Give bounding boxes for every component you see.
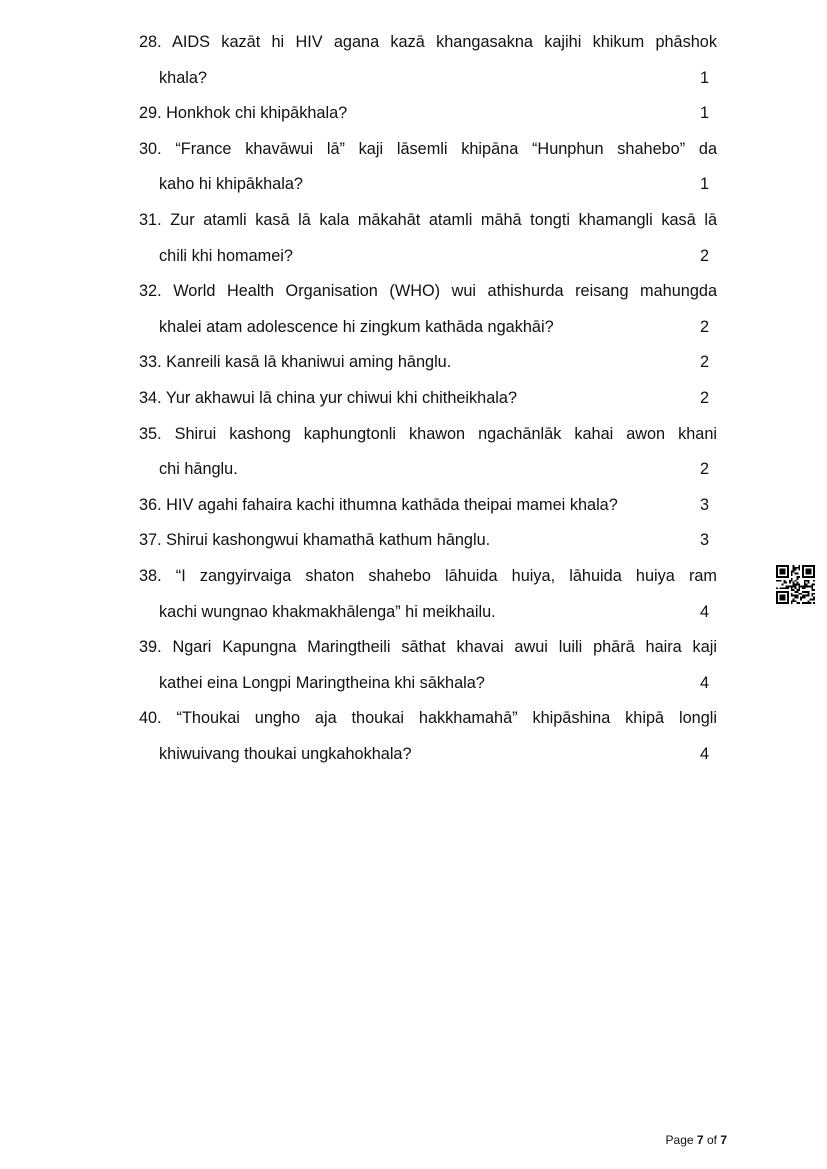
question-line-1: Zur atamli kasā lā kala mākahāt atamli māhā tongti khamangli kasā lā bbox=[170, 210, 717, 229]
question-line-1: HIV agahi fahaira kachi ithumna kathāda theipai mamei khala? bbox=[166, 495, 618, 514]
question-marks: 1 bbox=[699, 68, 709, 87]
page-footer bbox=[666, 1133, 727, 1147]
question-text bbox=[139, 31, 717, 53]
question-line-1: “I zangyirvaiga shaton shahebo lāhuida huiya, lāhuida huiya ram bbox=[175, 566, 717, 585]
question-text bbox=[139, 707, 717, 729]
page-of: of bbox=[706, 1133, 717, 1147]
question-item bbox=[139, 138, 717, 174]
question-number: 29. bbox=[139, 104, 162, 123]
question-marks: 2 bbox=[699, 353, 709, 372]
question-item bbox=[139, 351, 717, 387]
question-number: 33. bbox=[139, 353, 162, 372]
question-marks: 2 bbox=[699, 460, 709, 479]
question-number: 30. bbox=[139, 139, 162, 158]
question-item bbox=[139, 209, 717, 245]
question-continuation bbox=[139, 672, 717, 708]
question-text bbox=[139, 565, 717, 587]
question-item bbox=[139, 423, 717, 459]
question-item bbox=[139, 31, 717, 67]
question-item bbox=[139, 102, 717, 138]
question-continuation bbox=[139, 316, 717, 352]
question-continuation bbox=[139, 601, 717, 637]
question-line-2: khalei atam adolescence hi zingkum kathāda ngakhāi? bbox=[159, 317, 554, 336]
question-item bbox=[139, 636, 717, 672]
question-line-1: Honkhok chi khipākhala? bbox=[166, 104, 348, 123]
question-item bbox=[139, 387, 717, 423]
question-marks: 1 bbox=[699, 104, 709, 123]
question-line-1: World Health Organisation (WHO) wui athishurda reisang mahungda bbox=[173, 282, 717, 301]
question-line-1: Yur akhawui lā china yur chiwui khi chitheikhala? bbox=[165, 388, 518, 407]
question-line-2: khala? bbox=[159, 68, 207, 87]
question-marks: 4 bbox=[699, 602, 709, 621]
question-number: 38. bbox=[139, 566, 162, 585]
page-label: Page bbox=[665, 1133, 694, 1147]
question-number: 35. bbox=[139, 424, 162, 443]
question-number: 28. bbox=[139, 33, 162, 51]
question-text bbox=[139, 423, 717, 445]
question-line-2: kachi wungnao khakmakhālenga” hi meikhailu. bbox=[159, 602, 496, 621]
question-number: 31. bbox=[139, 210, 162, 229]
question-text bbox=[139, 351, 451, 373]
question-text bbox=[139, 636, 717, 658]
question-item bbox=[139, 707, 717, 743]
question-line-1: Shirui kashong kaphungtonli khawon ngachānlāk kahai awon khani bbox=[174, 424, 717, 443]
question-continuation bbox=[139, 67, 717, 103]
question-text bbox=[139, 209, 717, 231]
question-marks: 1 bbox=[699, 175, 709, 194]
question-continuation bbox=[139, 458, 717, 494]
question-text bbox=[139, 529, 490, 551]
question-line-1: “Thoukai ungho aja thoukai hakkhamahā” khipāshina khipā longli bbox=[176, 709, 717, 728]
question-number: 39. bbox=[139, 638, 162, 657]
question-line-1: AIDS kazāt hi HIV agana kazā khangasakna kajihi khikum phāshok bbox=[172, 33, 717, 51]
question-line-1: Kanreili kasā lā khaniwui aming hānglu. bbox=[166, 353, 452, 372]
page-total: 7 bbox=[720, 1133, 727, 1147]
question-item bbox=[139, 280, 717, 316]
question-marks: 2 bbox=[699, 388, 709, 407]
qr-code-icon bbox=[776, 565, 815, 604]
question-text bbox=[139, 138, 717, 160]
question-marks: 4 bbox=[699, 673, 709, 692]
page-current: 7 bbox=[696, 1133, 704, 1147]
question-text bbox=[139, 102, 347, 124]
question-line-2: chili khi homamei? bbox=[159, 246, 293, 265]
question-marks: 4 bbox=[699, 744, 709, 763]
question-marks: 3 bbox=[699, 531, 709, 550]
question-marks: 3 bbox=[699, 495, 709, 514]
question-marks: 2 bbox=[699, 317, 709, 336]
question-item bbox=[139, 565, 717, 601]
question-number: 32. bbox=[139, 282, 162, 301]
question-marks: 2 bbox=[699, 246, 709, 265]
question-line-1: Shirui kashongwui khamathā kathum hānglu. bbox=[166, 531, 491, 550]
question-line-1: “France khavāwui lā” kaji lāsemli khipāna “Hunphun shahebo” da bbox=[175, 139, 717, 158]
question-line-1: Ngari Kapungna Maringtheili sāthat khavai awui luili phārā haira kaji bbox=[172, 638, 717, 657]
question-continuation bbox=[139, 245, 717, 281]
question-text bbox=[139, 387, 517, 409]
question-text bbox=[139, 494, 618, 516]
question-continuation bbox=[139, 173, 717, 209]
question-number: 34. bbox=[139, 388, 162, 407]
question-line-2: chi hānglu. bbox=[159, 460, 238, 479]
question-line-2: khiwuivang thoukai ungkahokhala? bbox=[159, 744, 412, 763]
question-continuation bbox=[139, 743, 717, 779]
question-line-2: kaho hi khipākhala? bbox=[159, 175, 303, 194]
question-number: 40. bbox=[139, 709, 162, 728]
question-text bbox=[139, 280, 717, 302]
question-number: 36. bbox=[139, 495, 162, 514]
question-list bbox=[139, 31, 717, 778]
question-line-2: kathei eina Longpi Maringtheina khi sākhala? bbox=[159, 673, 485, 692]
question-item bbox=[139, 494, 717, 530]
question-number: 37. bbox=[139, 531, 162, 550]
question-item bbox=[139, 529, 717, 565]
